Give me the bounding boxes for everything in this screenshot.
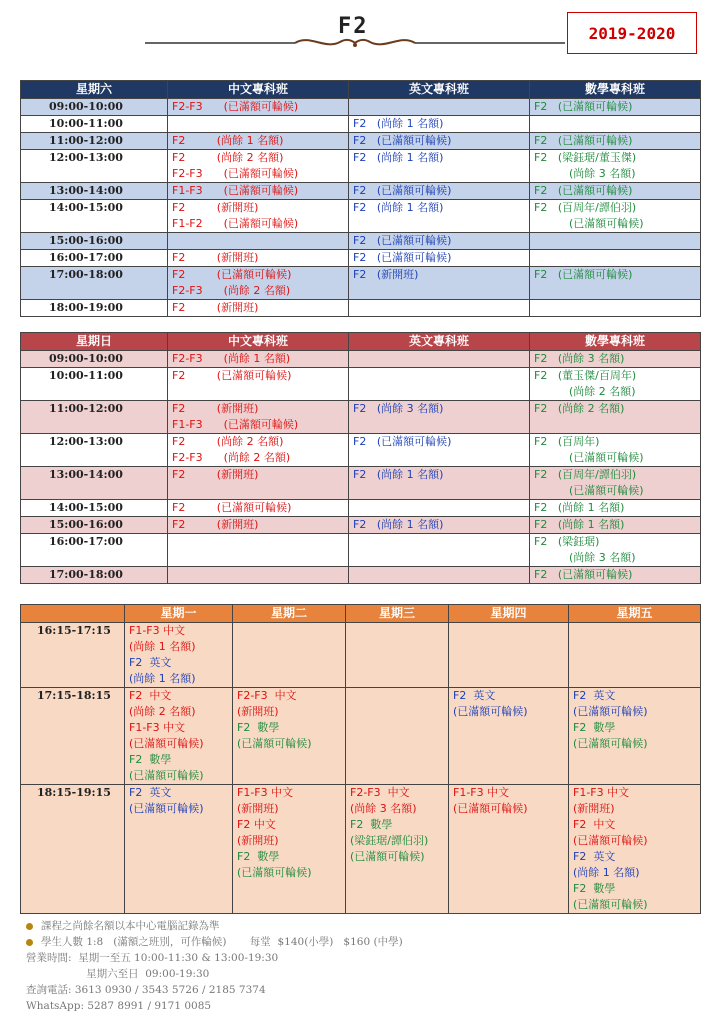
class-entry: F2 (梁鈺琚/董玉傑) — [534, 151, 637, 164]
time-slot: 17:15-18:15 — [21, 688, 125, 785]
class-entry: F1-F3 中文 — [237, 786, 294, 799]
class-entry: (梁鈺琚/譚伯羽) — [350, 834, 429, 847]
table-row — [21, 401, 701, 434]
class-entry: F2 (尚餘 1 名額) — [353, 201, 444, 214]
class-cell — [349, 434, 530, 467]
time-slot: 12:00-13:00 — [21, 150, 168, 183]
class-cell — [168, 368, 349, 401]
class-entry: (尚餘 2 名額) — [534, 385, 636, 398]
class-entry: F1-F3 (已滿額可輪候) — [172, 184, 299, 197]
time-slot: 18:00-19:00 — [21, 300, 168, 317]
class-entry: F2 (新開班) — [172, 201, 259, 214]
class-entry: F2 (尚餘 2 名額) — [172, 151, 284, 164]
time-slot: 18:15-19:15 — [21, 785, 125, 914]
column-header: 星期二 — [233, 605, 346, 623]
time-slot: 15:00-16:00 — [21, 517, 168, 534]
class-cell — [530, 517, 701, 534]
time-slot: 16:00-17:00 — [21, 534, 168, 567]
class-entry: F2-F3 中文 — [350, 786, 410, 799]
class-entry: F2 (已滿額可輪候) — [353, 134, 452, 147]
time-slot: 17:00-18:00 — [21, 267, 168, 300]
class-cell — [168, 267, 349, 300]
table-row — [21, 300, 701, 317]
page-title: F2 — [338, 14, 369, 39]
class-entry: (新開班) — [573, 802, 615, 815]
class-cell — [168, 183, 349, 200]
class-entry: (已滿額可輪候) — [237, 866, 312, 879]
time-slot: 12:00-13:00 — [21, 434, 168, 467]
class-entry: F2 數學 — [573, 882, 616, 895]
class-cell — [349, 150, 530, 183]
column-header: 數學專科班 — [530, 81, 701, 99]
class-cell — [530, 467, 701, 500]
time-slot: 14:00-15:00 — [21, 500, 168, 517]
time-slot: 16:15-17:15 — [21, 623, 125, 688]
class-entry: F2 (新開班) — [172, 518, 259, 531]
class-cell — [349, 183, 530, 200]
class-entry: (已滿額可輪候) — [129, 737, 204, 750]
class-cell — [168, 500, 349, 517]
class-cell — [168, 351, 349, 368]
table-row — [21, 517, 701, 534]
time-slot: 10:00-11:00 — [21, 116, 168, 133]
class-cell — [530, 567, 701, 584]
class-entry: F2 (尚餘 1 名額) — [534, 501, 625, 514]
class-cell — [530, 250, 701, 267]
class-cell — [349, 534, 530, 567]
class-entry: F2 (新開班) — [353, 268, 419, 281]
class-entry: (已滿額可輪候) — [534, 217, 644, 230]
class-cell — [168, 467, 349, 500]
column-header: 星期日 — [21, 333, 168, 351]
class-cell — [125, 623, 233, 688]
time-slot: 10:00-11:00 — [21, 368, 168, 401]
time-slot: 13:00-14:00 — [21, 183, 168, 200]
class-cell — [168, 300, 349, 317]
note-line: 營業時間: 星期一至五 10:00-11:30 & 13:00-19:30 — [26, 952, 279, 964]
class-cell — [530, 368, 701, 401]
class-entry: F2 英文 — [573, 850, 616, 863]
class-entry: F1-F2 (已滿額可輪候) — [172, 217, 299, 230]
class-entry: F2 (尚餘 2 名額) — [172, 435, 284, 448]
class-entry: (已滿額可輪候) — [350, 850, 425, 863]
column-header: 中文專科班 — [168, 333, 349, 351]
class-entry: F2-F3 (尚餘 2 名額) — [172, 284, 291, 297]
table-row — [21, 200, 701, 233]
note-line: 查詢電話: 3613 0930 / 3543 5726 / 2185 7374 — [26, 984, 266, 996]
table-row — [21, 534, 701, 567]
class-entry: (已滿額可輪候) — [573, 898, 648, 911]
class-cell — [168, 200, 349, 233]
class-cell — [349, 133, 530, 150]
class-entry: F2-F3 中文 — [237, 689, 297, 702]
class-entry: F2 (新開班) — [172, 402, 259, 415]
column-header: 星期五 — [569, 605, 701, 623]
class-entry: F1-F3 中文 — [573, 786, 630, 799]
class-cell — [530, 116, 701, 133]
class-entry: (已滿額可輪候) — [237, 737, 312, 750]
table-row — [21, 351, 701, 368]
class-cell — [349, 500, 530, 517]
column-header: 數學專科班 — [530, 333, 701, 351]
class-entry: F2 (梁鈺琚) — [534, 535, 600, 548]
table-row — [21, 500, 701, 517]
class-entry: (新開班) — [237, 705, 279, 718]
column-header — [21, 605, 125, 623]
class-cell — [530, 133, 701, 150]
class-entry: F2-F3 (已滿額可輪候) — [172, 167, 299, 180]
time-slot: 16:00-17:00 — [21, 250, 168, 267]
class-cell — [530, 150, 701, 183]
column-header: 星期四 — [449, 605, 569, 623]
class-cell — [449, 688, 569, 785]
column-header: 英文專科班 — [349, 81, 530, 99]
ornament-divider — [145, 36, 565, 50]
column-header: 英文專科班 — [349, 333, 530, 351]
class-cell — [530, 534, 701, 567]
class-cell — [125, 785, 233, 914]
class-entry: F2 (已滿額可輪候) — [534, 134, 633, 147]
class-entry: F2 (已滿額可輪候) — [353, 251, 452, 264]
class-entry: F2 英文 — [573, 689, 616, 702]
table-row — [21, 623, 701, 688]
table-row — [21, 368, 701, 401]
class-entry: F2 (已滿額可輪候) — [353, 435, 452, 448]
class-entry: (已滿額可輪候) — [573, 705, 648, 718]
class-cell — [530, 183, 701, 200]
class-cell — [349, 116, 530, 133]
class-cell — [530, 434, 701, 467]
class-entry: F2 數學 — [129, 753, 172, 766]
class-entry: F2 數學 — [350, 818, 393, 831]
class-cell — [349, 300, 530, 317]
class-entry: F1-F3 中文 — [129, 721, 186, 734]
table-row — [21, 785, 701, 914]
class-entry: (已滿額可輪候) — [534, 451, 644, 464]
class-entry: F2 (尚餘 3 名額) — [534, 352, 625, 365]
class-cell — [168, 534, 349, 567]
class-entry: F2-F3 (尚餘 2 名額) — [172, 451, 291, 464]
class-entry: F2 英文 — [453, 689, 496, 702]
class-entry: (尚餘 1 名額) — [573, 866, 640, 879]
table-row — [21, 567, 701, 584]
class-cell — [530, 300, 701, 317]
class-entry: F2 中文 — [237, 818, 276, 831]
class-entry: F2 (已滿額可輪候) — [534, 100, 633, 113]
class-entry: F2 (已滿額可輪候) — [534, 568, 633, 581]
class-entry: (新開班) — [237, 802, 279, 815]
class-cell — [349, 233, 530, 250]
class-entry: (已滿額可輪候) — [129, 769, 204, 782]
class-cell — [349, 200, 530, 233]
class-cell — [233, 688, 346, 785]
class-entry: F2 英文 — [129, 786, 172, 799]
class-entry: F2 (新開班) — [172, 251, 259, 264]
class-cell — [349, 467, 530, 500]
class-cell — [168, 116, 349, 133]
class-entry: (尚餘 1 名額) — [129, 672, 196, 685]
class-entry: (已滿額可輪候) — [573, 834, 648, 847]
class-cell — [349, 267, 530, 300]
class-entry: F1-F3 中文 — [453, 786, 510, 799]
table-row — [21, 183, 701, 200]
time-slot: 11:00-12:00 — [21, 133, 168, 150]
class-cell — [125, 688, 233, 785]
class-entry: F2 (尚餘 2 名額) — [534, 402, 625, 415]
class-cell — [168, 517, 349, 534]
class-cell — [349, 567, 530, 584]
year-badge: 2019-2020 — [567, 12, 697, 54]
class-cell — [530, 200, 701, 233]
note-line: 星期六至日 09:00-19:30 — [26, 968, 210, 980]
class-cell — [349, 517, 530, 534]
time-slot: 13:00-14:00 — [21, 467, 168, 500]
class-entry: F2 (尚餘 1 名額) — [534, 518, 625, 531]
class-entry: (尚餘 3 名額) — [534, 167, 636, 180]
class-cell — [168, 99, 349, 116]
class-cell — [168, 150, 349, 183]
class-cell — [233, 623, 346, 688]
time-slot: 09:00-10:00 — [21, 351, 168, 368]
class-entry: F2 (新開班) — [172, 468, 259, 481]
class-entry: F2 (已滿額可輪候) — [353, 184, 452, 197]
table-row — [21, 150, 701, 183]
table-row — [21, 267, 701, 300]
saturday-schedule-table — [20, 80, 701, 317]
note-line: WhatsApp: 5287 8991 / 9171 0085 — [26, 1000, 212, 1012]
class-entry: F2 (已滿額可輪候) — [172, 501, 292, 514]
table-row — [21, 233, 701, 250]
class-cell — [168, 233, 349, 250]
class-cell — [449, 623, 569, 688]
class-entry: F2 (百周年/譚伯羽) — [534, 468, 637, 481]
class-entry: (已滿額可輪候) — [453, 802, 528, 815]
class-cell — [349, 368, 530, 401]
class-cell — [346, 688, 449, 785]
class-entry: F2 中文 — [129, 689, 172, 702]
table-row — [21, 434, 701, 467]
class-entry: (尚餘 2 名額) — [129, 705, 196, 718]
class-entry: F2 (尚餘 1 名額) — [353, 518, 444, 531]
class-cell — [349, 401, 530, 434]
class-cell — [449, 785, 569, 914]
table-row — [21, 99, 701, 116]
table-row — [21, 250, 701, 267]
class-cell — [346, 623, 449, 688]
class-entry: F1-F3 (已滿額可輪候) — [172, 418, 299, 431]
class-entry: F2 數學 — [237, 850, 280, 863]
column-header: 星期一 — [125, 605, 233, 623]
table-row — [21, 133, 701, 150]
class-entry: F2 (董玉傑/百周年) — [534, 369, 637, 382]
class-entry: F2 (尚餘 1 名額) — [172, 134, 284, 147]
note-line: 課程之尚餘名額以本中心電腦記錄為準 — [26, 918, 403, 934]
class-entry: (已滿額可輪候) — [453, 705, 528, 718]
class-cell — [349, 99, 530, 116]
class-cell — [569, 688, 701, 785]
time-slot: 15:00-16:00 — [21, 233, 168, 250]
weekday-schedule-table — [20, 604, 701, 914]
class-cell — [569, 623, 701, 688]
class-entry: (新開班) — [237, 834, 279, 847]
class-cell — [349, 351, 530, 368]
time-slot: 14:00-15:00 — [21, 200, 168, 233]
bullet-icon — [26, 923, 33, 930]
column-header: 中文專科班 — [168, 81, 349, 99]
class-cell — [168, 567, 349, 584]
table-row — [21, 116, 701, 133]
time-slot: 09:00-10:00 — [21, 99, 168, 116]
class-entry: F1-F3 中文 — [129, 624, 186, 637]
note-line: 學生人數 1:8 (滿額之班別，可作輪候) 每堂 $140(小學) $160 (中學) — [26, 934, 403, 950]
column-header: 星期三 — [346, 605, 449, 623]
class-entry: F2 數學 — [237, 721, 280, 734]
class-cell — [168, 250, 349, 267]
class-entry: F2-F3 (已滿額可輪候) — [172, 100, 299, 113]
class-entry: (尚餘 3 名額) — [534, 551, 636, 564]
class-entry: F2-F3 (尚餘 1 名額) — [172, 352, 291, 365]
class-entry: F2 (百周年/譚伯羽) — [534, 201, 637, 214]
class-cell — [349, 250, 530, 267]
class-entry: F2 (已滿額可輪候) — [172, 268, 292, 281]
table-row — [21, 467, 701, 500]
class-entry: F2 數學 — [573, 721, 616, 734]
time-slot: 11:00-12:00 — [21, 401, 168, 434]
class-cell — [530, 99, 701, 116]
class-cell — [530, 267, 701, 300]
class-entry: (尚餘 1 名額) — [129, 640, 196, 653]
class-cell — [530, 233, 701, 250]
class-entry: F2 中文 — [573, 818, 616, 831]
class-cell — [569, 785, 701, 914]
class-cell — [168, 133, 349, 150]
bullet-icon — [26, 939, 33, 946]
class-entry: (已滿額可輪候) — [573, 737, 648, 750]
class-cell — [233, 785, 346, 914]
class-cell — [530, 500, 701, 517]
time-slot: 17:00-18:00 — [21, 567, 168, 584]
class-entry: F2 (已滿額可輪候) — [353, 234, 452, 247]
class-entry: F2 (尚餘 1 名額) — [353, 151, 444, 164]
class-entry: (已滿額可輪候) — [534, 484, 644, 497]
class-entry: F2 (已滿額可輪候) — [534, 268, 633, 281]
class-entry: F2 (尚餘 3 名額) — [353, 402, 444, 415]
sunday-schedule-table — [20, 332, 701, 584]
class-entry: F2 英文 — [129, 656, 172, 669]
class-entry: F2 (尚餘 1 名額) — [353, 117, 444, 130]
table-row — [21, 688, 701, 785]
class-entry: (尚餘 3 名額) — [350, 802, 417, 815]
class-cell — [168, 401, 349, 434]
class-entry: (已滿額可輪候) — [129, 802, 204, 815]
class-entry: F2 (新開班) — [172, 301, 259, 314]
class-entry: F2 (尚餘 1 名額) — [353, 468, 444, 481]
notes-section — [26, 918, 403, 1014]
class-cell — [346, 785, 449, 914]
column-header: 星期六 — [21, 81, 168, 99]
class-cell — [530, 401, 701, 434]
class-cell — [530, 351, 701, 368]
class-entry: F2 (已滿額可輪候) — [172, 369, 292, 382]
class-entry: F2 (已滿額可輪候) — [534, 184, 633, 197]
class-cell — [168, 434, 349, 467]
class-entry: F2 (百周年) — [534, 435, 600, 448]
